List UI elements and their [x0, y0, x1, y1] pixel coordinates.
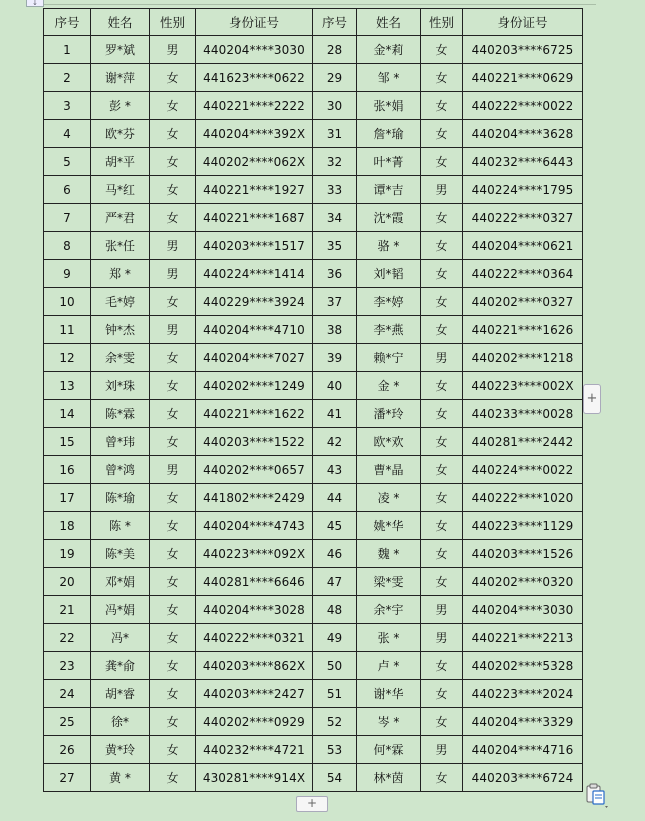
table-cell[interactable]: 440224****1795 — [463, 176, 583, 204]
table-cell[interactable]: 邹 * — [357, 64, 421, 92]
table-cell[interactable]: 440224****0022 — [463, 456, 583, 484]
table-cell[interactable]: 李*婷 — [357, 288, 421, 316]
table-row — [44, 596, 583, 624]
table-cell[interactable]: 陈*瑜 — [91, 484, 150, 512]
table-cell[interactable]: 赖*宁 — [357, 344, 421, 372]
table-cell[interactable]: 马*红 — [91, 176, 150, 204]
table-cell[interactable]: 440203****862X — [196, 652, 313, 680]
table-body — [44, 36, 583, 792]
table-cell[interactable]: 4 — [44, 120, 91, 148]
table-cell[interactable]: 女 — [150, 680, 196, 708]
table-cell[interactable]: 440203****2427 — [196, 680, 313, 708]
table-cell[interactable]: 12 — [44, 344, 91, 372]
table-cell[interactable]: 男 — [421, 624, 463, 652]
table-row — [44, 148, 583, 176]
table-cell[interactable]: 42 — [313, 428, 357, 456]
table-cell[interactable]: 岑 * — [357, 708, 421, 736]
table-cell[interactable]: 54 — [313, 764, 357, 792]
table-cell[interactable]: 440233****0028 — [463, 400, 583, 428]
table-cell[interactable]: 梁*雯 — [357, 568, 421, 596]
table-cell[interactable]: 440222****0364 — [463, 260, 583, 288]
table-cell[interactable]: 440222****0022 — [463, 92, 583, 120]
table-cell[interactable]: 39 — [313, 344, 357, 372]
table-cell[interactable]: 女 — [421, 680, 463, 708]
table-cell[interactable]: 440204****4710 — [196, 316, 313, 344]
table-cell[interactable]: 440221****0629 — [463, 64, 583, 92]
table-header-row — [44, 9, 583, 36]
table-cell[interactable]: 黄 * — [91, 764, 150, 792]
table-cell[interactable]: 5 — [44, 148, 91, 176]
table-cell[interactable]: 41 — [313, 400, 357, 428]
table-cell[interactable]: 440202****1249 — [196, 372, 313, 400]
table-row — [44, 652, 583, 680]
table-cell[interactable]: 女 — [150, 484, 196, 512]
table-cell[interactable]: 32 — [313, 148, 357, 176]
table-row — [44, 120, 583, 148]
table-cell[interactable]: 女 — [150, 148, 196, 176]
table-cell[interactable]: 35 — [313, 232, 357, 260]
table-cell[interactable]: 11 — [44, 316, 91, 344]
table-cell[interactable]: 女 — [421, 400, 463, 428]
table-cell[interactable]: 女 — [421, 708, 463, 736]
table-cell[interactable]: 44 — [313, 484, 357, 512]
table-cell[interactable]: 25 — [44, 708, 91, 736]
table-cell[interactable]: 17 — [44, 484, 91, 512]
table-cell[interactable]: 48 — [313, 596, 357, 624]
table-cell[interactable]: 冯*娟 — [91, 596, 150, 624]
table-cell[interactable]: 440222****1020 — [463, 484, 583, 512]
table-cell[interactable]: 叶*菁 — [357, 148, 421, 176]
table-cell[interactable]: 曾*玮 — [91, 428, 150, 456]
table-cell[interactable]: 440221****2222 — [196, 92, 313, 120]
table-cell[interactable]: 440204****3030 — [463, 596, 583, 624]
add-row-button[interactable]: + — [296, 796, 328, 812]
column-header: 序号 — [44, 9, 91, 36]
table-row — [44, 512, 583, 540]
table-cell[interactable]: 男 — [150, 316, 196, 344]
table-cell[interactable]: 姚*华 — [357, 512, 421, 540]
table-cell[interactable]: 谢*华 — [357, 680, 421, 708]
table-cell[interactable]: 黄*玲 — [91, 736, 150, 764]
table-cell[interactable]: 女 — [421, 764, 463, 792]
table-cell[interactable]: 罗*斌 — [91, 36, 150, 64]
table-cell[interactable]: 男 — [150, 232, 196, 260]
table-cell[interactable]: 440221****2213 — [463, 624, 583, 652]
table-cell[interactable]: 430281****914X — [196, 764, 313, 792]
table-cell[interactable]: 440202****1218 — [463, 344, 583, 372]
table-cell[interactable]: 34 — [313, 204, 357, 232]
table-cell[interactable]: 女 — [421, 36, 463, 64]
table-cell[interactable]: 440204****4743 — [196, 512, 313, 540]
table-cell[interactable]: 33 — [313, 176, 357, 204]
table-cell[interactable]: 440204****3329 — [463, 708, 583, 736]
table-cell[interactable]: 女 — [421, 64, 463, 92]
table-cell[interactable]: 440202****0327 — [463, 288, 583, 316]
table-cell[interactable]: 女 — [150, 372, 196, 400]
table-cell[interactable]: 林*茵 — [357, 764, 421, 792]
table-cell[interactable]: 潘*玲 — [357, 400, 421, 428]
table-cell[interactable]: 男 — [150, 36, 196, 64]
table-cell[interactable]: 440203****1517 — [196, 232, 313, 260]
table-cell[interactable]: 女 — [150, 400, 196, 428]
table-cell[interactable]: 女 — [150, 736, 196, 764]
table-cell[interactable]: 7 — [44, 204, 91, 232]
table-cell[interactable]: 男 — [421, 736, 463, 764]
table-cell[interactable]: 余*雯 — [91, 344, 150, 372]
table-cell[interactable]: 31 — [313, 120, 357, 148]
table-cell[interactable]: 冯* — [91, 624, 150, 652]
table-cell[interactable]: 女 — [150, 344, 196, 372]
table-cell[interactable]: 曹*晶 — [357, 456, 421, 484]
table-cell[interactable]: 27 — [44, 764, 91, 792]
table-cell[interactable]: 440224****1414 — [196, 260, 313, 288]
table-cell[interactable]: 440232****4721 — [196, 736, 313, 764]
table-row — [44, 400, 583, 428]
table-cell[interactable]: 沈*霞 — [357, 204, 421, 232]
table-cell[interactable]: 45 — [313, 512, 357, 540]
table-cell[interactable]: 24 — [44, 680, 91, 708]
table-cell[interactable]: 余*宇 — [357, 596, 421, 624]
table-cell[interactable]: 1 — [44, 36, 91, 64]
table-cell[interactable]: 女 — [150, 624, 196, 652]
table-cell[interactable]: 女 — [150, 596, 196, 624]
table-cell[interactable]: 刘*珠 — [91, 372, 150, 400]
table-cell[interactable]: 47 — [313, 568, 357, 596]
table-cell[interactable]: 钟*杰 — [91, 316, 150, 344]
table-row — [44, 288, 583, 316]
table-cell[interactable]: 441623****0622 — [196, 64, 313, 92]
table-cell[interactable]: 严*君 — [91, 204, 150, 232]
table-cell[interactable]: 8 — [44, 232, 91, 260]
table-cell[interactable]: 26 — [44, 736, 91, 764]
column-header: 序号 — [313, 9, 357, 36]
table-cell[interactable]: 张 * — [357, 624, 421, 652]
table-cell[interactable]: 男 — [150, 260, 196, 288]
table-cell[interactable]: 男 — [421, 176, 463, 204]
roster-table — [43, 8, 583, 792]
column-header: 性别 — [421, 9, 463, 36]
table-cell[interactable]: 37 — [313, 288, 357, 316]
table-cell[interactable]: 16 — [44, 456, 91, 484]
table-cell[interactable]: 440223****1129 — [463, 512, 583, 540]
table-cell[interactable]: 女 — [421, 260, 463, 288]
table-row — [44, 568, 583, 596]
table-cell[interactable]: 何*霖 — [357, 736, 421, 764]
table-cell[interactable]: 胡*睿 — [91, 680, 150, 708]
table-cell[interactable]: 女 — [421, 232, 463, 260]
table-cell[interactable]: 441802****2429 — [196, 484, 313, 512]
table-cell[interactable]: 刘*韬 — [357, 260, 421, 288]
column-header: 身份证号 — [463, 9, 583, 36]
table-row — [44, 260, 583, 288]
table-cell[interactable]: 男 — [150, 456, 196, 484]
table-cell[interactable]: 440281****6646 — [196, 568, 313, 596]
table-cell[interactable]: 440204****392X — [196, 120, 313, 148]
page-top-line — [44, 4, 596, 5]
table-cell[interactable]: 10 — [44, 288, 91, 316]
table-row — [44, 484, 583, 512]
table-cell[interactable]: 卢 * — [357, 652, 421, 680]
table-cell[interactable]: 440204****3028 — [196, 596, 313, 624]
table-cell[interactable]: 440202****0657 — [196, 456, 313, 484]
table-cell[interactable]: 23 — [44, 652, 91, 680]
table-cell[interactable]: 陈 * — [91, 512, 150, 540]
column-header: 姓名 — [91, 9, 150, 36]
table-cell[interactable]: 30 — [313, 92, 357, 120]
table-cell[interactable]: 女 — [150, 652, 196, 680]
table-cell[interactable]: 女 — [150, 540, 196, 568]
table-cell[interactable]: 女 — [421, 540, 463, 568]
table-cell[interactable]: 50 — [313, 652, 357, 680]
table-cell[interactable]: 女 — [421, 372, 463, 400]
table-cell[interactable]: 女 — [150, 568, 196, 596]
table-row — [44, 344, 583, 372]
table-cell[interactable]: 龚*俞 — [91, 652, 150, 680]
table-row — [44, 624, 583, 652]
table-cell[interactable]: 女 — [421, 288, 463, 316]
table-row — [44, 736, 583, 764]
table-cell[interactable]: 440204****3030 — [196, 36, 313, 64]
table-cell[interactable]: 女 — [150, 428, 196, 456]
table-cell[interactable]: 女 — [150, 120, 196, 148]
table-cell[interactable]: 53 — [313, 736, 357, 764]
table-cell[interactable]: 詹*瑜 — [357, 120, 421, 148]
table-row — [44, 232, 583, 260]
table-row — [44, 372, 583, 400]
table-cell[interactable]: 440222****0327 — [463, 204, 583, 232]
table-cell[interactable]: 2 — [44, 64, 91, 92]
table-cell[interactable]: 51 — [313, 680, 357, 708]
table-cell[interactable]: 女 — [150, 288, 196, 316]
table-cell[interactable]: 21 — [44, 596, 91, 624]
table-cell[interactable]: 440204****4716 — [463, 736, 583, 764]
table-row — [44, 64, 583, 92]
table-cell[interactable]: 440203****6725 — [463, 36, 583, 64]
table-cell[interactable]: 3 — [44, 92, 91, 120]
table-cell[interactable]: 金*莉 — [357, 36, 421, 64]
table-cell[interactable]: 曾*鸿 — [91, 456, 150, 484]
table-cell[interactable]: 毛*婷 — [91, 288, 150, 316]
table-cell[interactable]: 440232****6443 — [463, 148, 583, 176]
table-row — [44, 428, 583, 456]
table-cell[interactable]: 440202****062X — [196, 148, 313, 176]
table-cell[interactable]: 谭*吉 — [357, 176, 421, 204]
table-row — [44, 764, 583, 792]
table-cell[interactable]: 男 — [421, 344, 463, 372]
table-cell[interactable]: 邓*娟 — [91, 568, 150, 596]
table-cell[interactable]: 440204****7027 — [196, 344, 313, 372]
table-row — [44, 316, 583, 344]
table-cell[interactable]: 49 — [313, 624, 357, 652]
table-cell[interactable]: 440203****6724 — [463, 764, 583, 792]
table-cell[interactable]: 440221****1622 — [196, 400, 313, 428]
table-cell[interactable]: 女 — [150, 708, 196, 736]
table-row — [44, 540, 583, 568]
column-header: 姓名 — [357, 9, 421, 36]
table-move-handle[interactable]: ↓ — [26, 0, 44, 7]
table-cell[interactable]: 女 — [421, 428, 463, 456]
table-cell[interactable]: 440223****092X — [196, 540, 313, 568]
table-cell[interactable]: 女 — [421, 484, 463, 512]
table-cell[interactable]: 女 — [421, 92, 463, 120]
column-header: 身份证号 — [196, 9, 313, 36]
table-cell[interactable]: 女 — [150, 64, 196, 92]
table-cell[interactable]: 20 — [44, 568, 91, 596]
table-cell[interactable]: 28 — [313, 36, 357, 64]
table-row — [44, 176, 583, 204]
table-cell[interactable]: 欧*芬 — [91, 120, 150, 148]
table-row — [44, 456, 583, 484]
table-cell[interactable]: 彭 * — [91, 92, 150, 120]
column-header: 性别 — [150, 9, 196, 36]
table-cell[interactable]: 440281****2442 — [463, 428, 583, 456]
table-cell[interactable]: 魏 * — [357, 540, 421, 568]
table-cell[interactable]: 43 — [313, 456, 357, 484]
table-cell[interactable]: 男 — [421, 596, 463, 624]
table-cell[interactable]: 徐* — [91, 708, 150, 736]
table-cell[interactable]: 李*燕 — [357, 316, 421, 344]
table-cell[interactable]: 440203****1522 — [196, 428, 313, 456]
table-cell[interactable]: 欧*欢 — [357, 428, 421, 456]
table-cell[interactable]: 440204****0621 — [463, 232, 583, 260]
table-cell[interactable]: 29 — [313, 64, 357, 92]
table-cell[interactable]: 凌 * — [357, 484, 421, 512]
table-cell[interactable]: 女 — [150, 92, 196, 120]
table-cell[interactable]: 440221****1927 — [196, 176, 313, 204]
table-cell[interactable]: 440221****1687 — [196, 204, 313, 232]
table-cell[interactable]: 440202****0320 — [463, 568, 583, 596]
table-cell[interactable]: 440223****002X — [463, 372, 583, 400]
table-cell[interactable]: 6 — [44, 176, 91, 204]
table-cell[interactable]: 9 — [44, 260, 91, 288]
table-cell[interactable]: 40 — [313, 372, 357, 400]
table-cell[interactable]: 15 — [44, 428, 91, 456]
table-cell[interactable]: 女 — [421, 456, 463, 484]
table-cell[interactable]: 13 — [44, 372, 91, 400]
table-cell[interactable]: 女 — [150, 176, 196, 204]
table-cell[interactable]: 胡*平 — [91, 148, 150, 176]
table-cell[interactable]: 440204****3628 — [463, 120, 583, 148]
table-cell[interactable]: 女 — [421, 148, 463, 176]
table-cell[interactable]: 440229****3924 — [196, 288, 313, 316]
table-row — [44, 708, 583, 736]
table-cell[interactable]: 骆 * — [357, 232, 421, 260]
table-cell[interactable]: 440203****1526 — [463, 540, 583, 568]
table-cell[interactable]: 张*任 — [91, 232, 150, 260]
table-cell[interactable]: 22 — [44, 624, 91, 652]
table-cell[interactable]: 36 — [313, 260, 357, 288]
table-cell[interactable]: 440202****5328 — [463, 652, 583, 680]
table-cell[interactable]: 38 — [313, 316, 357, 344]
table-cell[interactable]: 440223****2024 — [463, 680, 583, 708]
table-cell[interactable]: 440221****1626 — [463, 316, 583, 344]
table-cell[interactable]: 440202****0929 — [196, 708, 313, 736]
table-cell[interactable]: 19 — [44, 540, 91, 568]
table-cell[interactable]: 谢*萍 — [91, 64, 150, 92]
table-cell[interactable]: 14 — [44, 400, 91, 428]
table-row — [44, 204, 583, 232]
add-column-button[interactable]: + — [583, 384, 601, 414]
table-cell[interactable]: 女 — [421, 316, 463, 344]
table-cell[interactable]: 女 — [150, 204, 196, 232]
table-cell[interactable]: 18 — [44, 512, 91, 540]
table-cell[interactable]: 郑 * — [91, 260, 150, 288]
table-cell[interactable]: 女 — [421, 512, 463, 540]
table-cell[interactable]: 陈*美 — [91, 540, 150, 568]
table-cell[interactable]: 女 — [150, 512, 196, 540]
table-row — [44, 680, 583, 708]
table-cell[interactable]: 女 — [150, 764, 196, 792]
table-cell[interactable]: 陈*霖 — [91, 400, 150, 428]
table-cell[interactable]: 女 — [421, 120, 463, 148]
table-cell[interactable]: 女 — [421, 652, 463, 680]
table-row — [44, 36, 583, 64]
table-row — [44, 92, 583, 120]
table-cell[interactable]: 金 * — [357, 372, 421, 400]
table-cell[interactable]: 440222****0321 — [196, 624, 313, 652]
table-cell[interactable]: 52 — [313, 708, 357, 736]
table-cell[interactable]: 张*娟 — [357, 92, 421, 120]
table-cell[interactable]: 46 — [313, 540, 357, 568]
paste-options-icon[interactable] — [586, 783, 608, 809]
table-cell[interactable]: 女 — [421, 204, 463, 232]
table-cell[interactable]: 女 — [421, 568, 463, 596]
